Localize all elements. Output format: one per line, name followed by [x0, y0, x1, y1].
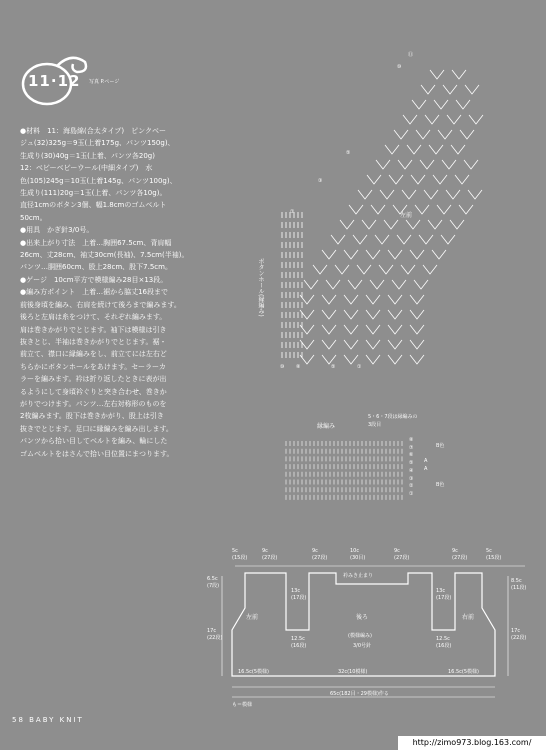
width-label-2: 9c (27段): [262, 548, 278, 561]
edge-color-a1: A: [424, 458, 428, 464]
instruction-line: パンツ…胴囲60cm、股上28cm、股下7.5cm。: [20, 263, 172, 272]
instruction-line: るようにして身頃衿ぐりと突き合わせ、巻きか: [20, 387, 167, 396]
instruction-line: がりでつけます。パンツ…左右対称形のものを: [20, 399, 167, 408]
bottom-mid-width: 32c(10模様): [338, 669, 368, 675]
instruction-line: ちらかにボタンホールをあけます。セーラーカ: [20, 362, 166, 371]
width-label-4: 10c (30目): [350, 548, 366, 561]
instruction-line: ●出来上がり寸法 上着…胸囲67.5cm、背肩幅: [20, 238, 172, 247]
row-marker-11: ⑪: [408, 52, 414, 58]
edge-color-b1: B色: [436, 443, 445, 449]
left-height-lower: 17c (22段): [207, 628, 223, 641]
instruction-line: ●ゲージ 10cm平方で模様編み28目×13段。: [20, 275, 168, 284]
instruction-line: ジュ(32)325g＝9玉(上着175g、パンツ150g)、: [20, 139, 175, 148]
row-marker-3: ③: [318, 178, 323, 184]
left-height-upper: 6.5c (7段): [207, 576, 220, 589]
instruction-line: ●用具 かぎ針3/0号。: [20, 226, 94, 235]
instruction-line: 抜きとじ、半袖は巻きかがりでとじます。裾・: [20, 337, 167, 346]
edge-chart-title: 縁編み: [317, 423, 336, 430]
instruction-line: 直径1cmのボタン3個、幅1.8cmのゴムベルト: [20, 201, 167, 210]
pattern-note: も＝模様: [232, 702, 253, 708]
right-height-lower: 17c (22段): [511, 628, 527, 641]
edge-chart-note: 5・6・7段は縁編みの 3段目: [368, 414, 418, 428]
neck-stop-label: 衿みき止まり: [343, 573, 374, 579]
buttonhole-label: ボタンホール(縁編み): [257, 258, 264, 317]
back-stitch-label: (模様編み): [348, 633, 372, 639]
edge-color-a2: A: [424, 466, 428, 472]
right-armhole-lower: 12.5c (16段): [436, 636, 452, 649]
bottom-row-marker-1: ①: [357, 364, 362, 370]
instruction-line: 前後身頃を編み、右肩を続けて後ろまで編みます。: [20, 300, 181, 309]
instruction-line: 2枚編みます。股下は巻きかがり、股上は引き: [20, 412, 164, 421]
instruction-line: パンツから拾い目してベルトを編み、輪にした: [20, 437, 168, 446]
photo-page-ref: 写真 P.ページ: [89, 79, 120, 85]
instruction-line: 12：ベビーベビーウール(中細タイプ) 水: [20, 164, 153, 173]
needle-label: 3/0号針: [353, 643, 372, 649]
bottom-right-width: 16.5c(5模様): [448, 669, 479, 675]
back-label: 後ろ: [356, 614, 369, 621]
instruction-line: 50cm。: [20, 213, 47, 222]
instruction-line: ゴムベルトをはさんで拾い目位置にまつります。: [20, 449, 174, 458]
left-armhole-lower: 12.5c (16段): [291, 636, 307, 649]
row-marker-1: ①: [290, 209, 295, 215]
left-front-label: 左前: [400, 212, 413, 219]
width-label-1: 5c (15段): [232, 548, 248, 561]
right-front-piece-label: 右前: [462, 614, 475, 621]
right-armhole-upper: 13c (17段): [436, 588, 452, 601]
instruction-line: 抜きでとじます。足口に縁編みを編み出します。: [20, 424, 173, 433]
bottom-row-marker-8: ⑧: [296, 364, 301, 370]
instruction-line: 26cm、丈28cm、袖丈30cm(長袖)、7.5cm(半袖)。: [20, 251, 189, 260]
page-footer: 58 BABY KNIT: [12, 716, 84, 724]
width-label-3: 9c (27段): [312, 548, 328, 561]
bottom-row-marker-5: ⑤: [331, 364, 336, 370]
instruction-line: 前立て、襟口に縁編みをし、前立てには左右ど: [20, 350, 167, 359]
bottom-row-marker-10: ⑩: [280, 364, 285, 370]
right-height-upper: 8.5c (11段): [511, 578, 527, 591]
instruction-line: ●材料 11：海島綿(合太タイプ) ピンクベー: [20, 127, 166, 135]
watermark-url: http://zimo973.blog.163.com/: [398, 736, 546, 750]
row-marker-5: ⑤: [346, 150, 351, 156]
left-armhole-upper: 13c (17段): [291, 588, 307, 601]
instruction-line: 色(105)245g＝10玉(上着145g、パンツ100g)、: [20, 176, 177, 185]
instruction-line: 生成り(111)20g＝1玉(上着、パンツ各10g)。: [20, 189, 167, 198]
edge-row-labels: ⑧ ⑦ ⑥ ⑤ ④ ③ ② ①: [409, 437, 414, 497]
edge-color-b2: B色: [436, 482, 445, 488]
instruction-line: 肩は巻きかがりでとじます。袖下は模様は引き: [20, 325, 167, 334]
width-label-6: 9c (27段): [452, 548, 468, 561]
left-front-piece-label: 左前: [246, 614, 259, 621]
total-width: 65c(182目・29模様)作る: [330, 691, 389, 697]
pattern-number: 11·12: [28, 72, 81, 90]
row-marker-10: ⑩: [397, 64, 402, 70]
instruction-line: ラーを編みます。衿は折り返したときに表が出: [20, 375, 167, 384]
bottom-left-width: 16.5c(5模様): [238, 669, 269, 675]
instruction-line: 後ろと左肩は糸をつけて、それぞれ編みます。: [20, 313, 167, 322]
width-label-5: 9c (27段): [394, 548, 410, 561]
instruction-line: 生成り(30)40g＝1玉(上着、パンツ各20g): [20, 151, 155, 160]
width-label-7: 5c (15段): [486, 548, 502, 561]
instruction-line: ●編み方ポイント 上着…裾から脇丈16段まで: [20, 288, 169, 297]
